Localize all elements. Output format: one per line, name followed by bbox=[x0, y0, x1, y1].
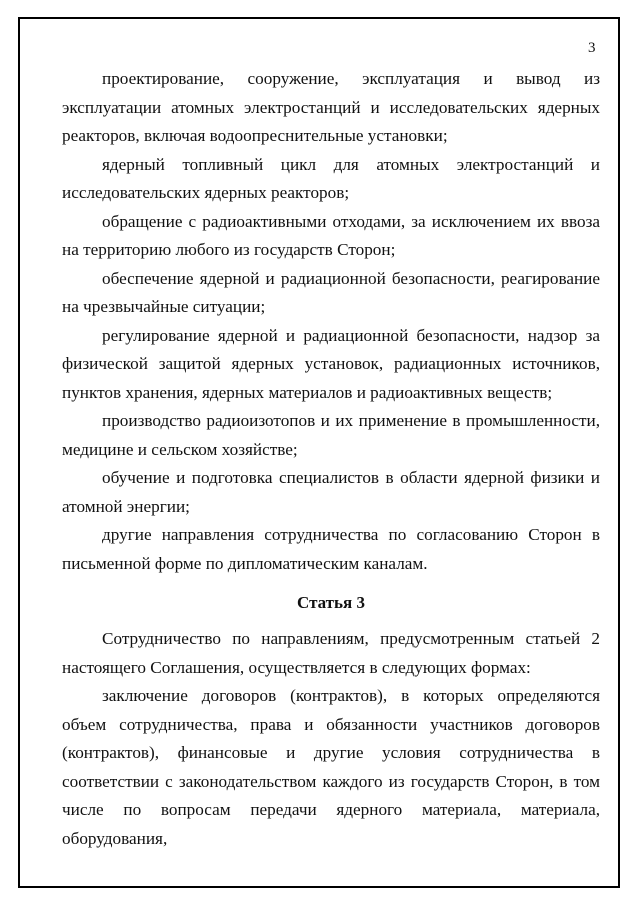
list-item: другие направления сотрудничества по согласованию Сторон в письменной форме по дипломатическим каналам. bbox=[62, 525, 600, 573]
article-paragraph: заключение договоров (контрактов), в которых определяются объем сотрудничества, права и обязанности участников договоров (контрактов), финансовые и другие условия сотрудничества в соответствии с законодательством каждого из государств Сторон, в том числе по вопросам передачи ядерного материала, материала, оборудования, bbox=[62, 686, 600, 848]
list-item: обеспечение ядерной и радиационной безопасности, реагирование на чрезвычайные ситуации; bbox=[62, 268, 600, 316]
article-paragraph: Сотрудничество по направлениям, предусмотренным статьей 2 настоящего Соглашения, осуществляется в следующих формах: bbox=[62, 629, 600, 677]
list-item: регулирование ядерной и радиационной безопасности, надзор за физической защитой ядерных установок, радиационных источников, пунктов хранения, ядерных материалов и радиоактивных веществ; bbox=[62, 325, 600, 402]
list-item: проектирование, сооружение, эксплуатация и вывод из эксплуатации атомных электростанций и исследовательских ядерных реакторов, включая водоопреснительные установки; bbox=[62, 69, 600, 145]
article-heading: Статья 3 bbox=[297, 593, 365, 612]
list-item: обучение и подготовка специалистов в области ядерной физики и атомной энергии; bbox=[62, 468, 600, 516]
list-item: ядерный топливный цикл для атомных электростанций и исследовательских ядерных реакторов; bbox=[62, 154, 600, 202]
page-number: 3 bbox=[588, 40, 596, 56]
list-item: обращение с радиоактивными отходами, за исключением их ввоза на территорию любого из государств Сторон; bbox=[62, 211, 600, 259]
list-item: производство радиоизотопов и их применение в промышленности, медицине и сельском хозяйстве; bbox=[62, 411, 600, 459]
cooperation-areas-list bbox=[62, 65, 600, 578]
article-body bbox=[62, 625, 600, 853]
